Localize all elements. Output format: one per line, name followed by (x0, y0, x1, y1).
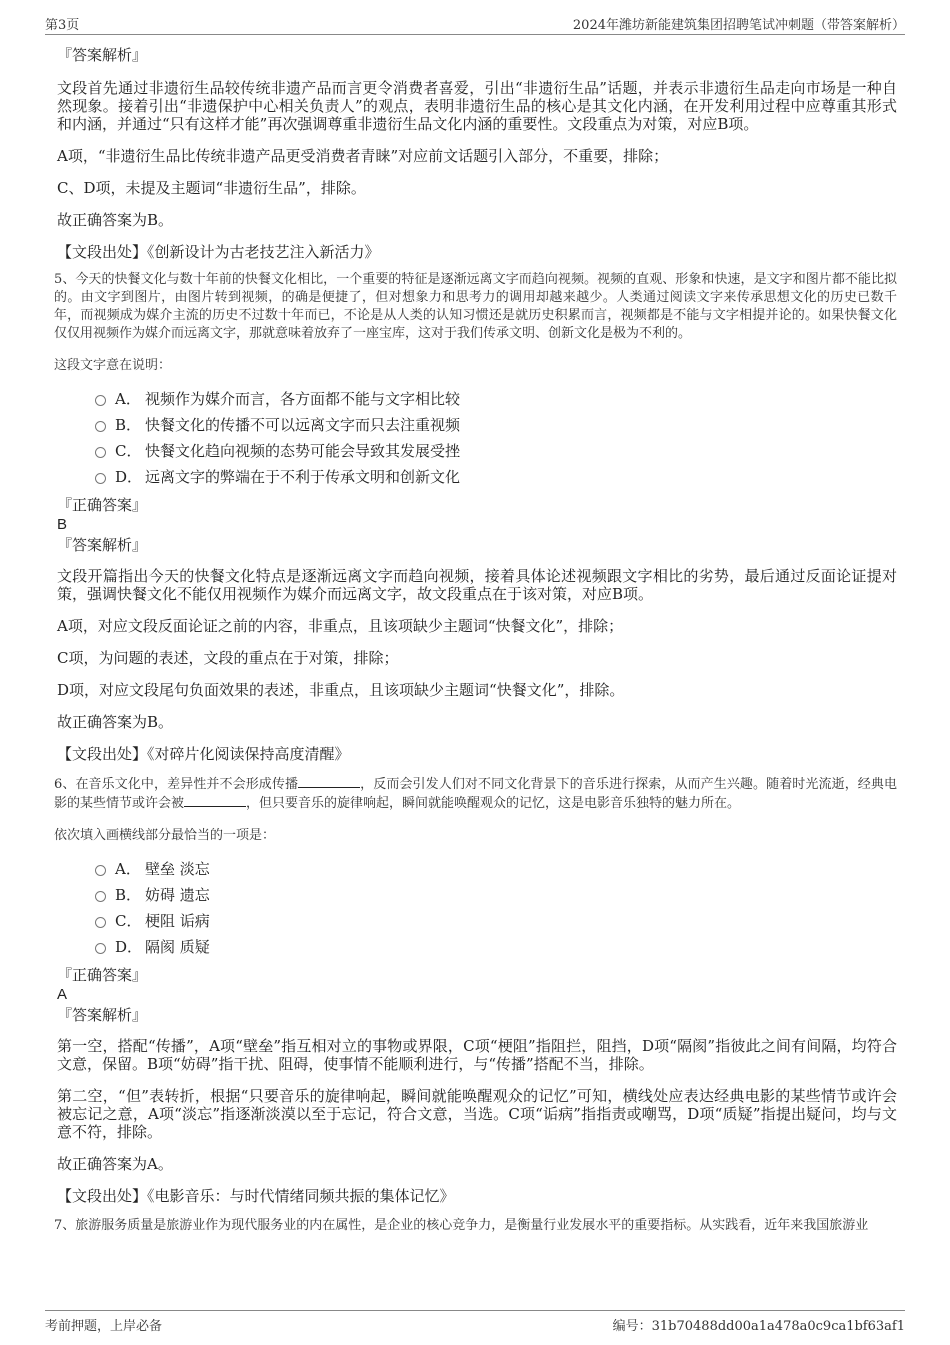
analysis-label: 『答案解析』 (57, 536, 148, 554)
page-footer (45, 1310, 905, 1334)
fill-blank-1 (298, 775, 360, 788)
q5-answer: B (57, 516, 68, 533)
q5-option-c-note: C项，为问题的表述，文段的重点在于对策，排除； (57, 649, 399, 667)
footer-serial: 编号：31b70488dd00a1a478a0c9ca1bf63af1 (612, 1319, 905, 1334)
q6-analysis-1: 第一空，搭配“传播”，A项“壁垒”指互相对立的事物或界限，C项“梗阻”指阻拦，阻挡，D项“隔阂”指彼此之间有间隔，均符合文意，保留。B项“妨碍”指干扰、阻碍，使事情不能顺利进行，与“传播”搭配不当，排除。 (57, 1037, 897, 1073)
q5-options (57, 389, 897, 493)
q6-prompt: 依次填入画横线部分最恰当的一项是： (54, 828, 276, 843)
q6-option-b[interactable]: B． 妨碍 遗忘 (95, 885, 897, 911)
correct-answer-label: 『正确答案』 (57, 966, 148, 984)
q5-analysis: 文段开篇指出今天的快餐文化特点是逐渐远离文字而趋向视频，接着具体论述视频跟文字相比的劣势，最后通过反面论证提对策，强调快餐文化不能仅用视频作为媒介而远离文字，故文段重点在于该对策，对应B项。 (57, 567, 897, 603)
q6-option-c[interactable]: C． 梗阻 诟病 (95, 911, 897, 937)
q6-options (57, 859, 897, 963)
q5-option-a-note: A项，对应文段反面论证之前的内容，非重点，且该项缺少主题词“快餐文化”，排除； (57, 617, 624, 635)
q5-prompt: 这段文字意在说明： (54, 358, 172, 373)
q4-option-a-note: A项，“非遗衍生品比传统非遗产品更受消费者青睐”对应前文话题引入部分，不重要，排除； (57, 147, 669, 165)
page-number: 第3页 (45, 18, 80, 33)
radio-icon[interactable] (95, 473, 106, 484)
analysis-label: 『答案解析』 (57, 1006, 148, 1024)
correct-answer-label: 『正确答案』 (57, 496, 148, 514)
q5-option-b[interactable]: B． 快餐文化的传播不可以远离文字而只去注重视频 (95, 415, 897, 441)
q7-stem: 7、旅游服务质量是旅游业作为现代服务业的内在属性，是企业的核心竞争力，是衡量行业发展水平的重要指标。从实践看，近年来我国旅游业 (54, 1218, 869, 1233)
q4-source: 【文段出处】《创新设计为古老技艺注入新活力》 (57, 243, 380, 261)
footer-slogan: 考前押题，上岸必备 (45, 1319, 163, 1334)
q4-option-cd-note: C、D项，未提及主题词“非遗衍生品”，排除。 (57, 179, 366, 197)
fill-blank-2 (184, 794, 246, 807)
q6-option-d[interactable]: D． 隔阂 质疑 (95, 937, 897, 963)
q5-option-c[interactable]: C． 快餐文化趋向视频的态势可能会导致其发展受挫 (95, 441, 897, 467)
q6-analysis-2: 第二空，“但”表转折，根据“只要音乐的旋律响起，瞬间就能唤醒观众的记忆”可知，横线处应表达经典电影的某些情节或许会被忘记之意，A项“淡忘”指逐渐淡漠以至于忘记，符合文意，当选。C项“诟病”指指责或嘲骂，D项“质疑”指提出疑问，均与文意不符，排除。 (57, 1087, 897, 1141)
radio-icon[interactable] (95, 395, 106, 406)
q5-option-d-note: D项，对应文段尾句负面效果的表述，非重点，且该项缺少主题词“快餐文化”，排除。 (57, 681, 625, 699)
q6-option-a[interactable]: A． 壁垒 淡忘 (95, 859, 897, 885)
q4-conclusion: 故正确答案为B。 (57, 211, 174, 229)
radio-icon[interactable] (95, 447, 106, 458)
q6-conclusion: 故正确答案为A。 (57, 1155, 173, 1173)
radio-icon[interactable] (95, 943, 106, 954)
radio-icon[interactable] (95, 421, 106, 432)
q5-option-a[interactable]: A． 视频作为媒介而言，各方面都不能与文字相比较 (95, 389, 897, 415)
radio-icon[interactable] (95, 917, 106, 928)
q6-source: 【文段出处】《电影音乐：与时代情绪同频共振的集体记忆》 (57, 1187, 455, 1205)
radio-icon[interactable] (95, 891, 106, 902)
page-header (45, 12, 905, 35)
q5-source: 【文段出处】《对碎片化阅读保持高度清醒》 (57, 745, 350, 763)
radio-icon[interactable] (95, 865, 106, 876)
q6-answer: A (57, 986, 68, 1003)
q4-analysis: 文段首先通过非遗衍生品较传统非遗产品而言更令消费者喜爱，引出“非遗衍生品”话题，并表示非遗衍生品走向市场是一种自然现象。接着引出“非遗保护中心相关负责人”的观点，表明非遗衍生品的核心是其文化内涵，在开发利用过程中应尊重其形式和内涵，并通过“只有这样才能”再次强调尊重非遗衍生品文化内涵的重要性。文段重点为对策，对应B项。 (57, 79, 897, 133)
q5-stem: 5、今天的快餐文化与数十年前的快餐文化相比，一个重要的特征是逐渐远离文字而趋向视频。视频的直观、形象和快速，是文字和图片都不能比拟的。由文字到图片，由图片转到视频，的确是便捷了，但对想象力和思考力的调用却越来越少。人类通过阅读文字来传承思想文化的历史已数千年，而视频成为媒介主流的历史不过数十年而已，不论是从人类的认知习惯还是就历史积累而言，视频都是不能与文字相提并论的。如果快餐文化仅仅用视频作为媒介而远离文字，那就意味着放弃了一座宝库，这对于我们传承文明、创新文化是极为不利的。 (54, 272, 897, 341)
analysis-label: 『答案解析』 (57, 46, 148, 64)
q6-stem: 6、在音乐文化中，差异性并不会形成传播 ，反而会引发人们对不同文化背景下的音乐进行探索，从而产生兴趣。随着时光流逝，经典电影的某些情节或许会被 ，但只要音乐的旋律响起，瞬间就能唤醒观众的记忆，这是电影音乐独特的魅力所在。 (54, 777, 897, 811)
document-title: 2024年潍坊新能建筑集团招聘笔试冲刺题（带答案解析） (572, 18, 905, 33)
q5-option-d[interactable]: D． 远离文字的弊端在于不利于传承文明和创新文化 (95, 467, 897, 493)
q5-conclusion: 故正确答案为B。 (57, 713, 174, 731)
page-content (54, 45, 897, 1235)
